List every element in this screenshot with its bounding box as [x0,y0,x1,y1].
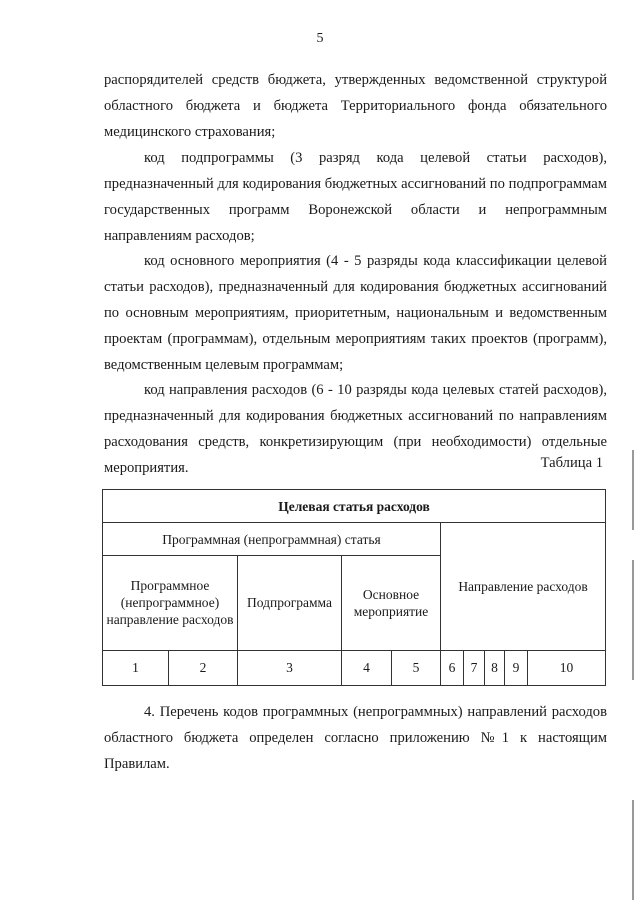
scan-edge-mark [632,450,634,530]
digit-cell: 1 [103,650,169,685]
main-event-header: Основное мероприятие [342,556,441,651]
digit-cell: 9 [505,650,528,685]
target-article-table [102,489,606,686]
digit-cell: 5 [392,650,441,685]
scan-edge-mark [632,560,634,680]
paragraph-2: код подпрограммы (3 разряд кода целевой статьи расходов), предназначенный для кодирования бюджетных ассигнований по подпрограммам государственных программ Воронежской области и непрограммным направлениям расходов; [104,150,607,244]
expense-direction-header: Направление расходов [441,523,606,651]
table-title: Целевая статья расходов [103,490,606,523]
closing-paragraph: 4. Перечень кодов программных (непрограммных) направлений расходов областного бюджета определен согласно приложению №1 к настоящим Правилам. [104,704,607,772]
digit-cell: 8 [485,650,505,685]
paragraph-4: код направления расходов (6 - 10 разряды кода целевых статей расходов), предназначенный для кодирования бюджетных ассигнований по направлениям расходования средств, конкретизирующим (при необходимости) отдельные мероприятия. [104,382,607,476]
page-number: 5 [316,31,324,46]
digit-cell: 7 [464,650,485,685]
digit-cell: 10 [528,650,606,685]
digit-cell: 3 [238,650,342,685]
program-direction-header: Программное (непрограммное) направление расходов [103,556,238,651]
digit-cell: 2 [169,650,238,685]
program-article-header: Программная (непрограммная) статья [103,523,441,556]
paragraph-3: код основного мероприятия (4 - 5 разряды кода классификации целевой статьи расходов), предназначенный для кодирования бюджетных ассигнований по основным мероприятиям, приоритетным, национальным и ведомственным проектам (программам), отдельным мероприятиям таких проектов (программ), ведомственным целевым программам; [104,253,607,373]
scan-edge-mark [632,800,634,900]
digit-cell: 6 [441,650,464,685]
subprogram-header: Подпрограмма [238,556,342,651]
digit-cell: 4 [342,650,392,685]
table-caption: Таблица 1 [540,455,603,471]
paragraph-1: распорядителей средств бюджета, утвержденных ведомственной структурой областного бюджета и бюджета Территориального фонда обязательного медицинского страхования; [104,72,607,140]
